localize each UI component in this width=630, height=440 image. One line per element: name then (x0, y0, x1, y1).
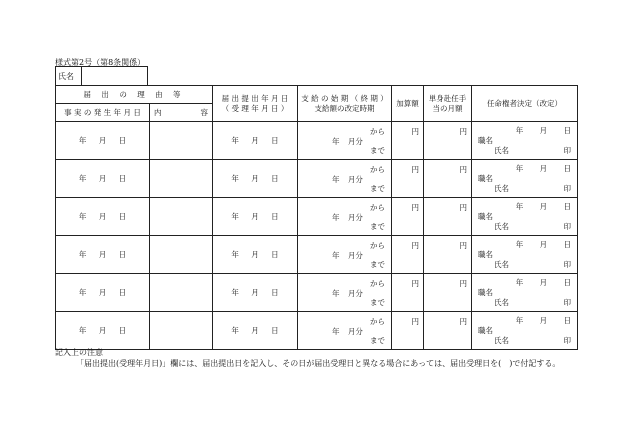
single-assignment-cell[interactable]: 円 (424, 198, 472, 236)
appointer-cell[interactable]: 年 月 日 職名 氏名 印 (472, 236, 578, 274)
addition-cell[interactable]: 円 (392, 236, 424, 274)
submit-date-cell[interactable]: 年 月 日 (213, 236, 298, 274)
start-date-cell[interactable]: から 年 月分 まで (298, 122, 392, 160)
single-assignment-cell[interactable]: 円 (424, 312, 472, 350)
start-date-cell[interactable]: から 年 月分 まで (298, 160, 392, 198)
start-date-cell[interactable]: から 年 月分 まで (298, 236, 392, 274)
header-start-date: 支 給 の 始 期 （ 終 期 ） 支給額の改定時期 (298, 86, 392, 122)
start-date-cell[interactable]: から 年 月分 まで (298, 274, 392, 312)
addition-cell[interactable]: 円 (392, 274, 424, 312)
start-date-cell[interactable]: から 年 月分 まで (298, 312, 392, 350)
notes-body: 「届出提出(受理年月日)」欄には、届出提出日を記入し、その日が届出受理日と異なる場合にあっては、届出受理日を( )で付記する。 (76, 359, 561, 368)
submit-date-cell[interactable]: 年 月 日 (213, 122, 298, 160)
addition-cell[interactable]: 円 (392, 312, 424, 350)
appointer-cell[interactable]: 年 月 日 職名 氏名 印 (472, 274, 578, 312)
appointer-cell[interactable]: 年 月 日 職名 氏名 印 (472, 312, 578, 350)
single-assignment-cell[interactable]: 円 (424, 274, 472, 312)
single-assignment-cell[interactable]: 円 (424, 122, 472, 160)
notes-title: 記入上の注意 (55, 348, 103, 357)
submit-date-cell[interactable]: 年 月 日 (213, 274, 298, 312)
allowance-table (55, 85, 578, 350)
header-fact-date: 事 実 の 発 生 年 月 日 (56, 104, 150, 122)
content-cell[interactable] (150, 198, 213, 236)
single-assignment-cell[interactable]: 円 (424, 160, 472, 198)
fact-date-cell[interactable]: 年 月 日 (56, 312, 150, 350)
content-cell[interactable] (150, 122, 213, 160)
single-assignment-cell[interactable]: 円 (424, 236, 472, 274)
submit-date-cell[interactable]: 年 月 日 (213, 312, 298, 350)
fact-date-cell[interactable]: 年 月 日 (56, 274, 150, 312)
table-row (56, 122, 578, 160)
fact-date-cell[interactable]: 年 月 日 (56, 160, 150, 198)
submit-date-cell[interactable]: 年 月 日 (213, 160, 298, 198)
header-appointer: 任命権者決定（改定） (472, 86, 578, 122)
submit-date-cell[interactable]: 年 月 日 (213, 198, 298, 236)
appointer-cell[interactable]: 年 月 日 職名 氏名 印 (472, 160, 578, 198)
header-single-assignment: 単身赴任手 当の月額 (424, 86, 472, 122)
start-date-cell[interactable]: から 年 月分 まで (298, 198, 392, 236)
appointer-cell[interactable]: 年 月 日 職名 氏名 印 (472, 198, 578, 236)
addition-cell[interactable]: 円 (392, 122, 424, 160)
content-cell[interactable] (150, 236, 213, 274)
fact-date-cell[interactable]: 年 月 日 (56, 198, 150, 236)
fact-date-cell[interactable]: 年 月 日 (56, 122, 150, 160)
name-label: 氏名 (58, 72, 74, 81)
header-content: 内 容 (150, 104, 213, 122)
form-title: 様式第2号（第8条関係） (55, 58, 146, 67)
header-addition: 加算額 (392, 86, 424, 122)
name-box (55, 66, 148, 85)
table-row (56, 274, 578, 312)
addition-cell[interactable]: 円 (392, 198, 424, 236)
content-cell[interactable] (150, 274, 213, 312)
table-row (56, 236, 578, 274)
table-row (56, 312, 578, 350)
table-row (56, 160, 578, 198)
content-cell[interactable] (150, 312, 213, 350)
header-submit-date: 届 出 提 出 年 月 日 （ 受 理 年 月 日 ） (213, 86, 298, 122)
header-reason: 届 出 の 理 由 等 (56, 86, 213, 104)
content-cell[interactable] (150, 160, 213, 198)
addition-cell[interactable]: 円 (392, 160, 424, 198)
appointer-cell[interactable]: 年 月 日 職名 氏名 印 (472, 122, 578, 160)
fact-date-cell[interactable]: 年 月 日 (56, 236, 150, 274)
table-row (56, 198, 578, 236)
